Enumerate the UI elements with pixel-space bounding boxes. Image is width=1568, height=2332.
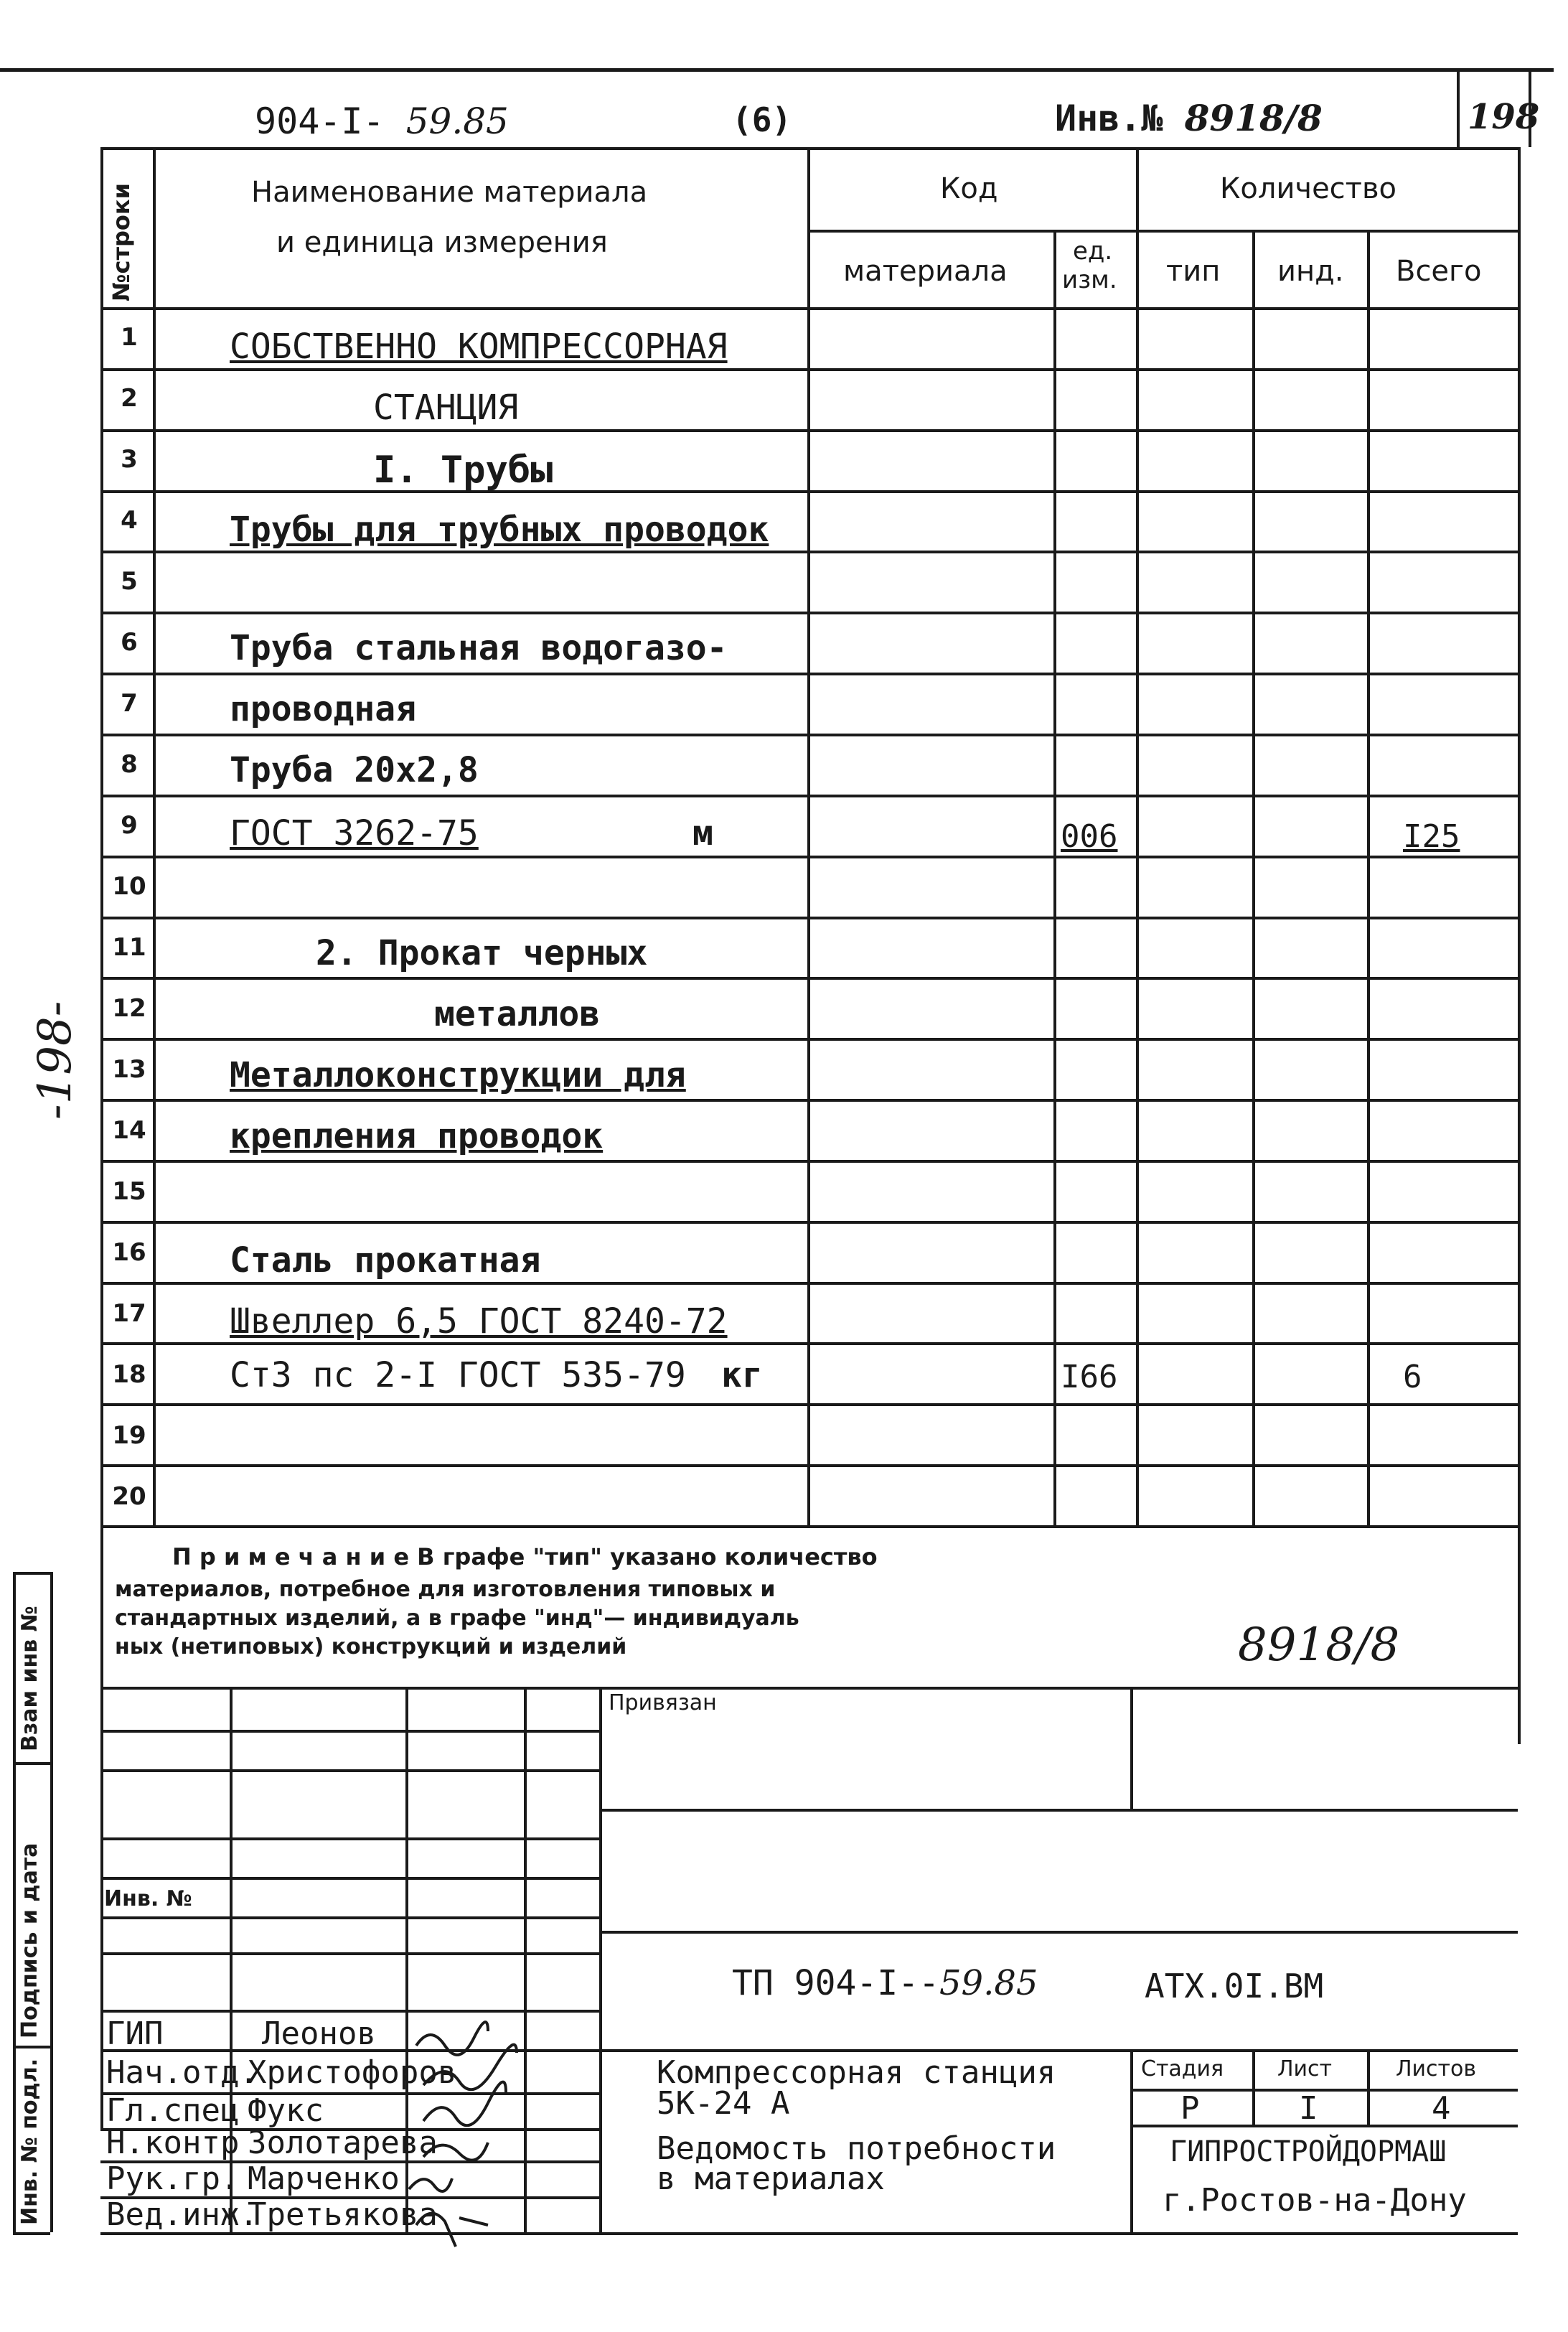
row-number: 3 <box>121 445 138 474</box>
signature-scribbles <box>402 1995 588 2254</box>
column-header-name-line1: Наименование материала <box>251 176 648 209</box>
staff-role: Гл.спец <box>106 2092 240 2129</box>
project-code-hand: 59.85 <box>939 1963 1038 2003</box>
row-name: 2. Прокат черных <box>316 933 648 973</box>
document-title-line1: Ведомость потребности <box>657 2130 1056 2167</box>
margin-page-number: -198- <box>29 1001 82 1120</box>
row-name: проводная <box>230 689 417 729</box>
row-number: 5 <box>121 567 138 596</box>
row-name: Швеллер 6,5 ГОСТ 8240-72 <box>230 1301 728 1341</box>
row-separator <box>100 1160 1518 1163</box>
staff-role: Нач.отд. <box>106 2054 258 2091</box>
row-separator <box>100 368 1518 371</box>
sheet-label: Лист <box>1277 2056 1333 2082</box>
sheets-total-value: 4 <box>1432 2090 1451 2127</box>
row-separator <box>100 1221 1518 1224</box>
row-separator <box>100 612 1518 614</box>
organization-name: ГИПРОСТРОЙДОРМАШ <box>1170 2135 1447 2168</box>
column-header-code: Код <box>940 172 998 205</box>
staff-role: Рук.гр. <box>106 2160 240 2197</box>
page-mark: (6) <box>732 100 792 139</box>
row-number: 1 <box>121 323 138 352</box>
staff-role: Вед.инж. <box>106 2196 258 2233</box>
stamp-replacement-inventory: Взам инв № <box>17 1606 42 1751</box>
row-name: I. Трубы <box>373 449 553 492</box>
column-header-name-line2: и единица измерения <box>276 226 608 259</box>
note-line-4: ных (нетиповых) конструкций и изделий <box>115 1634 627 1659</box>
row-separator <box>100 977 1518 980</box>
row-name: Труба 20х2,8 <box>230 750 479 790</box>
row-name: СОБСТВЕННО КОМПРЕССОРНАЯ <box>230 327 728 367</box>
document-number <box>255 100 509 142</box>
row-number: 18 <box>112 1360 146 1389</box>
row-number: 20 <box>112 1482 146 1511</box>
row-name: Сталь прокатная <box>230 1240 541 1280</box>
note-line-1: П р и м е ч а н и е В графе "тип" указано количество <box>172 1543 878 1570</box>
row-unit: кг <box>721 1355 763 1395</box>
sheet-corner-number: 198 <box>1468 97 1540 137</box>
row-separator <box>100 1342 1518 1345</box>
note-line-3: стандартных изделий, а в графе "инд"— индивидуаль <box>115 1606 799 1631</box>
row-separator <box>100 673 1518 675</box>
inventory-no-label: Инв. № <box>104 1886 192 1911</box>
row-separator <box>100 1403 1518 1406</box>
staff-name: Леонов <box>262 2015 376 2052</box>
staff-role: ГИП <box>106 2015 164 2052</box>
row-separator <box>100 734 1518 736</box>
column-header-material: материала <box>843 255 1008 288</box>
project-code <box>732 1963 1038 2003</box>
doc-number-hand: 59.85 <box>405 100 509 142</box>
project-name-line2: 5К-24 А <box>657 2085 790 2122</box>
stamp-original-inventory: Инв. № подл. <box>17 2058 42 2225</box>
row-unit-code: 006 <box>1061 818 1118 855</box>
row-name: СТАНЦИЯ <box>373 388 519 428</box>
row-number: 17 <box>112 1299 146 1328</box>
column-header-row-number: №строки <box>108 182 135 301</box>
column-header-quantity: Количество <box>1220 172 1397 205</box>
stamp-signature-date: Подпись и дата <box>17 1842 42 2038</box>
privyazan-label: Привязан <box>609 1690 717 1715</box>
staff-name: Фукс <box>248 2092 324 2129</box>
row-total: 6 <box>1403 1359 1422 1395</box>
organization-city: г.Ростов-на-Дону <box>1163 2182 1467 2219</box>
row-name: Ст3 пс 2-I ГОСТ 535-79 <box>230 1355 686 1395</box>
row-name: Металлоконструкции для <box>230 1055 686 1095</box>
row-separator <box>100 795 1518 797</box>
note-line-2: материалов, потребное для изготовления типовых и <box>115 1577 776 1602</box>
row-separator <box>100 551 1518 553</box>
column-header-total: Всего <box>1396 255 1482 288</box>
inventory-label: Инв.№ <box>1055 98 1185 139</box>
row-number: 9 <box>121 811 138 840</box>
staff-name: Золотарева <box>248 2125 438 2161</box>
row-number: 10 <box>112 872 146 901</box>
column-header-unit-line1: ед. <box>1073 237 1113 266</box>
row-number: 2 <box>121 384 138 413</box>
inventory-number <box>1055 97 1323 139</box>
staff-name: Третьякова <box>248 2196 438 2233</box>
handwritten-inventory-number: 8918/8 <box>1238 1619 1400 1672</box>
project-code-prefix: ТП 904-I-- <box>732 1963 939 2003</box>
column-header-unit-line2: изм. <box>1062 266 1117 294</box>
row-name: Труба стальная водогазо- <box>230 628 728 668</box>
row-number: 19 <box>112 1421 146 1450</box>
row-total: I25 <box>1403 818 1460 855</box>
row-separator <box>100 1282 1518 1285</box>
inventory-hand: 8918/8 <box>1184 97 1323 139</box>
row-number: 8 <box>121 750 138 779</box>
staff-name: Христофоров <box>248 2054 457 2091</box>
column-header-ind: инд. <box>1277 255 1344 288</box>
column-header-type: тип <box>1166 255 1221 288</box>
row-unit-code: I66 <box>1061 1359 1118 1395</box>
row-name: ГОСТ 3262-75 <box>230 813 479 853</box>
row-separator <box>100 429 1518 432</box>
row-number: 4 <box>121 506 138 535</box>
row-number: 15 <box>112 1177 146 1206</box>
row-number: 12 <box>112 994 146 1023</box>
row-name: металлов <box>434 994 601 1034</box>
row-number: 6 <box>121 628 138 657</box>
row-separator <box>100 856 1518 858</box>
row-separator <box>100 490 1518 493</box>
row-unit: м <box>693 813 713 853</box>
row-name: крепления проводок <box>230 1116 604 1156</box>
row-separator <box>100 1038 1518 1041</box>
project-name-line1: Компрессорная станция <box>657 2054 1056 2091</box>
row-name: Трубы для трубных проводок <box>230 510 769 550</box>
document-title-line2: в материалах <box>657 2160 885 2197</box>
doc-number-prefix: 904-I- <box>255 100 406 142</box>
stage-label: Стадия <box>1141 2056 1224 2082</box>
row-number: 16 <box>112 1238 146 1267</box>
staff-name: Марченко <box>248 2160 400 2197</box>
row-number: 14 <box>112 1116 146 1145</box>
sheet-value: I <box>1299 2090 1318 2127</box>
row-separator <box>100 1464 1518 1467</box>
staff-role: Н.контр <box>106 2125 240 2161</box>
stage-value: Р <box>1180 2090 1200 2127</box>
row-number: 7 <box>121 689 138 718</box>
document-mark: АТХ.0I.ВМ <box>1145 1967 1324 2005</box>
row-separator <box>100 1099 1518 1102</box>
sheets-total-label: Листов <box>1396 2056 1477 2082</box>
row-number: 13 <box>112 1055 146 1084</box>
row-separator <box>100 917 1518 919</box>
row-number: 11 <box>112 933 146 962</box>
